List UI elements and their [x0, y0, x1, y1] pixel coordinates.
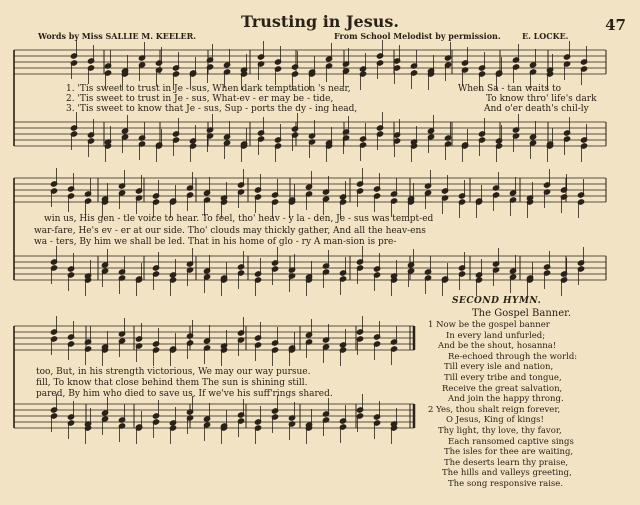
second-hymn-line: The isles for thee are waiting,: [444, 447, 574, 458]
system1-verse2-right: To know thro' life's dark: [486, 94, 597, 104]
second-hymn-line: The song responsive raise.: [448, 479, 564, 489]
second-hymn-line: The deserts learn thy praise,: [444, 457, 569, 468]
system2-verse3: wa - ters, By him we shall be led. That in his home of glo - ry A man-sion is pre-: [34, 237, 397, 247]
system1-verse3-right: And o'er death's chil-ly: [484, 104, 589, 114]
second-hymn-line: Each ransomed captive sings: [448, 436, 574, 447]
system2-verse2: war-fare, He's ev - er at our side. Tho' clouds may thickly gather, And all the heav-ens: [34, 226, 426, 236]
second-hymn-line: Till every isle and nation,: [444, 362, 554, 373]
system1-verse3-left: 3. 'Tis sweet to know that Je - sus, Sup - ports the dy - ing head,: [66, 104, 358, 114]
second-hymn-line: And be the shout, hosanna!: [438, 341, 557, 352]
system3-verse1: too, But, in his strength victorious, We may our way pursue.: [36, 367, 311, 377]
second-hymn-line: 2 Yes, thou shalt reign forever,: [428, 404, 561, 415]
page-title: Trusting in Jesus.: [241, 12, 399, 31]
second-hymn-title: The Gospel Banner.: [472, 308, 572, 319]
system3-verse3: pared, By him who died to save us, If we've his suff'rings shared.: [36, 389, 333, 399]
source-credit: From School Melodist by permission.: [334, 31, 501, 41]
system1-verse1-left: 1. 'Tis sweet to trust in Je - sus, When dark temptation 's near,: [66, 84, 351, 94]
system2-verse1: win us, His gen - tle voice to hear. To feel, tho' heav - y la - den, Je - sus was tempt-ed: [44, 214, 434, 224]
words-credit: Words by Miss SALLIE M. KEELER.: [38, 31, 197, 41]
system1-verse1-right: When Sa - tan waits to: [458, 84, 562, 94]
second-hymn-line: O Jesus, King of kings!: [446, 415, 544, 426]
system1-verse2-left: 2. 'Tis sweet to trust in Je - sus, What-ev - er may be - tide,: [66, 94, 334, 104]
second-hymn-line: Re-echoed through the world:: [448, 351, 578, 362]
system3-verse2: fill, To know that close behind them The sun is shining still.: [36, 378, 308, 388]
second-hymn-line: 1 Now be the gospel banner: [428, 320, 550, 330]
second-hymn-line: The hills and valleys greeting,: [442, 468, 572, 479]
page-number: 47: [605, 16, 626, 34]
second-hymn-heading: SECOND HYMN.: [452, 296, 542, 306]
composer-credit: E. LOCKE.: [522, 31, 569, 41]
second-hymn-line: Thy light, thy love, thy favor,: [438, 426, 562, 436]
second-hymn-line: In every land unfurled;: [446, 330, 546, 341]
second-hymn-line: Receive the great salvation,: [442, 383, 563, 394]
second-hymn-line: Till every tribe and tongue,: [444, 373, 562, 383]
second-hymn-line: And join the happy throng.: [448, 394, 564, 405]
